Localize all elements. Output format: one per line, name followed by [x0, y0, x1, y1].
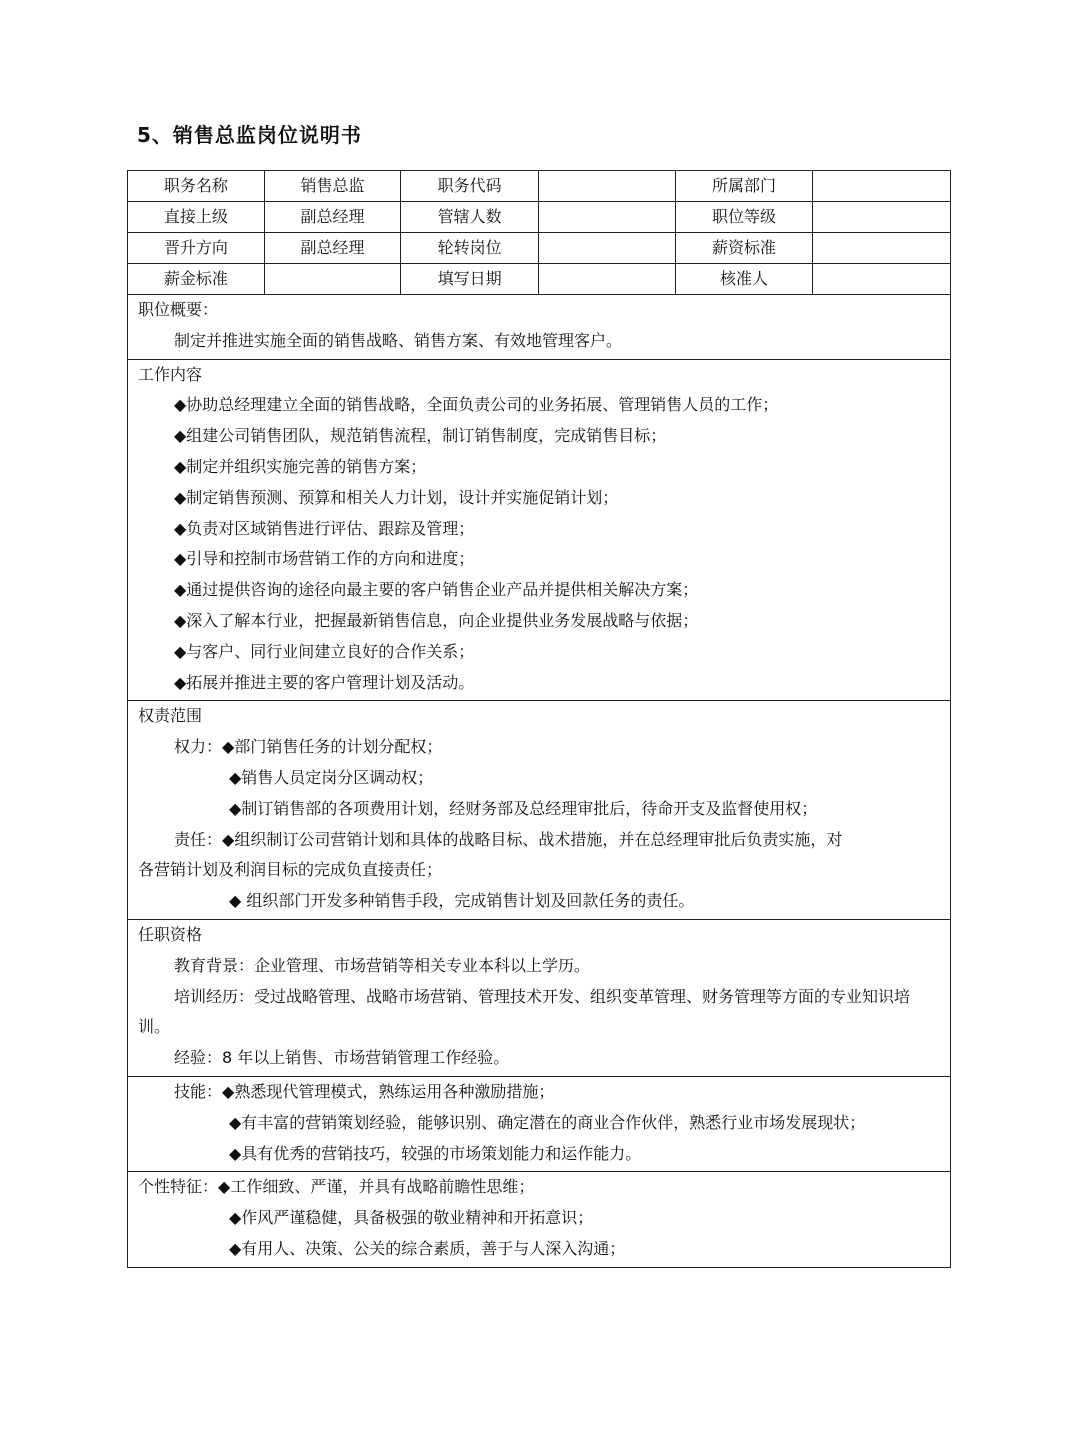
- label-job-code: 职务代码: [401, 171, 539, 201]
- list-item: ◆销售人员定岗分区调动权；: [229, 767, 434, 787]
- list-item: ◆制订销售部的各项费用计划，经财务部及总经理审批后，待命开支及监督使用权；: [229, 798, 818, 818]
- list-item: ◆作风严谨稳健，具备极强的敬业精神和开拓意识；: [229, 1208, 594, 1228]
- list-item: ◆有用人、决策、公关的综合素质，善于与人深入沟通；: [229, 1238, 626, 1258]
- label-job-title: 职务名称: [128, 171, 265, 201]
- list-item: ◆制定销售预测、预算和相关人力计划，设计并实施促销计划；: [174, 487, 619, 507]
- label-job-grade: 职位等级: [676, 202, 814, 232]
- info-row-2: [128, 202, 950, 233]
- value-promotion: 副总经理: [265, 233, 402, 263]
- skills-label: 技能：: [174, 1081, 223, 1101]
- list-item: ◆组织制订公司营销计划和具体的战略目标、战术措施，并在总经理审批后负责实施，对: [222, 829, 843, 849]
- list-item: ◆负责对区域销售进行评估、跟踪及管理；: [174, 518, 475, 538]
- info-row-1: [128, 171, 950, 202]
- section-heading: 职位概要：: [138, 300, 219, 319]
- list-item: ◆熟悉现代管理模式，熟练运用各种激励措施；: [222, 1081, 555, 1101]
- list-item: ◆与客户、同行业间建立良好的合作关系；: [174, 641, 475, 661]
- list-item: ◆具有优秀的营销技巧，较强的市场策划能力和运作能力。: [229, 1143, 642, 1163]
- value-fill-date: [539, 264, 676, 294]
- list-item: ◆制定并组织实施完善的销售方案；: [174, 456, 427, 476]
- value-job-code: [539, 171, 676, 201]
- experience-text: 经验：8 年以上销售、市场营销管理工作经验。: [174, 1048, 510, 1068]
- list-item: ◆ 组织部门开发多种销售手段，完成销售计划及回款任务的责任。: [229, 891, 695, 911]
- label-fill-date: 填写日期: [401, 264, 539, 294]
- qualifications-section: [128, 920, 950, 1077]
- page-title: 5、销售总监岗位说明书: [137, 123, 362, 147]
- section-heading: 工作内容: [138, 364, 203, 384]
- personality-section: [128, 1172, 950, 1266]
- list-item: ◆组建公司销售团队，规范销售流程，制订销售制度，完成销售目标；: [174, 426, 667, 446]
- list-item: ◆工作细致、严谨，并具有战略前瞻性思维；: [218, 1177, 535, 1197]
- value-pay-standard: [265, 264, 402, 294]
- label-salary-standard: 薪资标准: [676, 233, 814, 263]
- list-item: ◆拓展并推进主要的客户管理计划及活动。: [174, 672, 475, 692]
- training-text: 培训经历：受过战略管理、战略市场营销、管理技术开发、组织变革管理、财务管理等方面的专业知识培训。: [138, 986, 911, 1037]
- authority-section: [128, 701, 950, 920]
- duties-section: [128, 360, 950, 702]
- label-department: 所属部门: [676, 171, 814, 201]
- skills-section: [128, 1077, 950, 1172]
- list-item: ◆有丰富的营销策划经验，能够识别、确定潜在的商业合作伙伴，熟悉行业市场发展现状；: [229, 1112, 866, 1132]
- label-approver: 核准人: [676, 264, 814, 294]
- list-item: ◆通过提供咨询的途径向最主要的客户销售企业产品并提供相关解决方案；: [174, 580, 699, 600]
- value-salary-standard: [813, 233, 950, 263]
- power-first-line: [128, 732, 950, 763]
- value-approver: [813, 264, 950, 294]
- list-item: ◆部门销售任务的计划分配权；: [222, 737, 443, 757]
- info-row-4: [128, 264, 950, 295]
- section-heading: 权责范围: [138, 706, 203, 726]
- personality-first-line: [128, 1172, 950, 1203]
- value-rotation: [539, 233, 676, 263]
- list-item: ◆深入了解本行业，把握最新销售信息，向企业提供业务发展战略与依据；: [174, 610, 699, 630]
- section-heading: 任职资格: [138, 924, 203, 944]
- list-item-continued: 各营销计划及利润目标的完成负直接责任；: [138, 860, 443, 880]
- summary-section: [128, 295, 950, 360]
- education-text: 教育背景：企业管理、市场营销等相关专业本科以上学历。: [174, 955, 591, 975]
- personality-label: 个性特征：: [138, 1177, 219, 1197]
- list-item: ◆引导和控制市场营销工作的方向和进度；: [174, 549, 475, 569]
- value-headcount: [539, 202, 676, 232]
- value-job-grade: [813, 202, 950, 232]
- duty-first-line: [128, 825, 950, 856]
- label-promotion: 晋升方向: [128, 233, 265, 263]
- duty-label: 责任：: [174, 829, 223, 849]
- value-supervisor: 副总经理: [265, 202, 402, 232]
- label-pay-standard: 薪金标准: [128, 264, 265, 294]
- label-rotation: 轮转岗位: [401, 233, 539, 263]
- power-label: 权力：: [174, 737, 223, 757]
- value-job-title: 销售总监: [265, 171, 402, 201]
- summary-text: 制定并推进实施全面的销售战略、销售方案、有效地管理客户。: [174, 330, 623, 350]
- value-department: [813, 171, 950, 201]
- skills-first-line: [128, 1077, 950, 1108]
- list-item: ◆协助总经理建立全面的销售战略，全面负责公司的业务拓展、管理销售人员的工作；: [174, 395, 779, 415]
- label-headcount: 管辖人数: [401, 202, 539, 232]
- info-row-3: [128, 233, 950, 264]
- label-supervisor: 直接上级: [128, 202, 265, 232]
- job-description-table: [127, 170, 951, 1268]
